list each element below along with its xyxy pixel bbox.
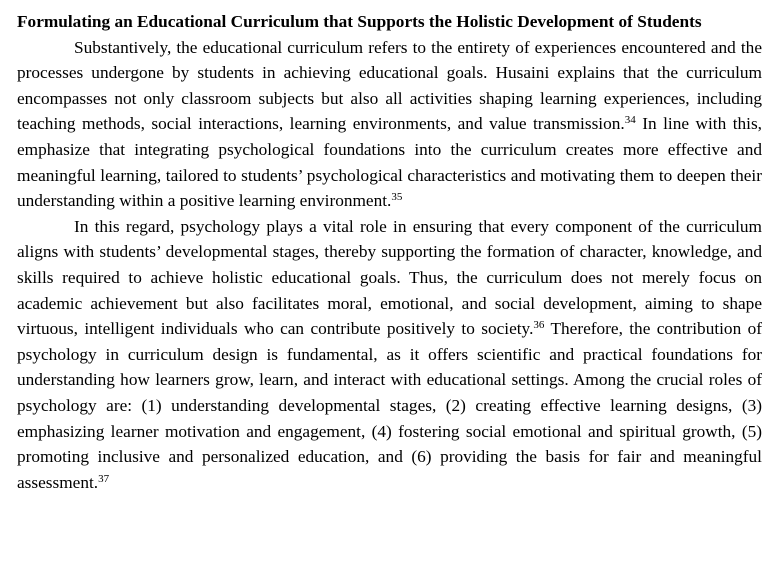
paragraph-1-text-a: Substantively, the educational curriculum refers to the entirety of experiences encountered and the processes undergone by students in achieving educational goals. Husaini explains that the curriculum encompasses not only classroom subjects but also all activities shaping learning experiences, including teaching methods, social interactions, learning environments, and value transmission. <box>17 37 762 134</box>
footnote-ref-37[interactable]: 37 <box>98 472 110 485</box>
footnote-ref-35[interactable]: 35 <box>391 191 403 204</box>
paragraph-1-text-b: In line with this, emphasize that integrating psychological foundations into the curriculum creates more effective and meaningful learning, tailored to students’ psychological characteristics and motivating them to deepen their understanding within a positive learning environment. <box>17 114 763 211</box>
paragraph-1 <box>17 35 762 214</box>
footnote-ref-34[interactable]: 34 <box>624 114 636 127</box>
footnote-ref-36[interactable]: 36 <box>533 319 545 332</box>
section-heading: Formulating an Educational Curriculum that Supports the Holistic Development of Students <box>17 12 702 31</box>
document-page <box>17 9 762 495</box>
paragraph-2-text-b: Therefore, the contribution of psychology in curriculum design is fundamental, as it offers scientific and practical foundations for understanding how learners grow, learn, and interact with educational settings. Among the crucial roles of psychology are: (1) understanding developmental stages, (2) creating effective learning designs, (3) emphasizing learner motivation and engagement, (4) fostering social emotional and spiritual growth, (5) promoting inclusive and personalized education, and (6) providing the basis for fair and meaningful assessment. <box>17 319 762 492</box>
paragraph-2-text-a: In this regard, psychology plays a vital role in ensuring that every component of the curriculum aligns with students’ developmental stages, thereby supporting the formation of character, knowledge, and skills required to achieve holistic educational goals. Thus, the curriculum does not merely focus on academic achievement but also facilitates moral, emotional, and social development, aiming to shape virtuous, intelligent individuals who can contribute positively to society. <box>17 216 762 339</box>
paragraph-2 <box>17 214 762 496</box>
